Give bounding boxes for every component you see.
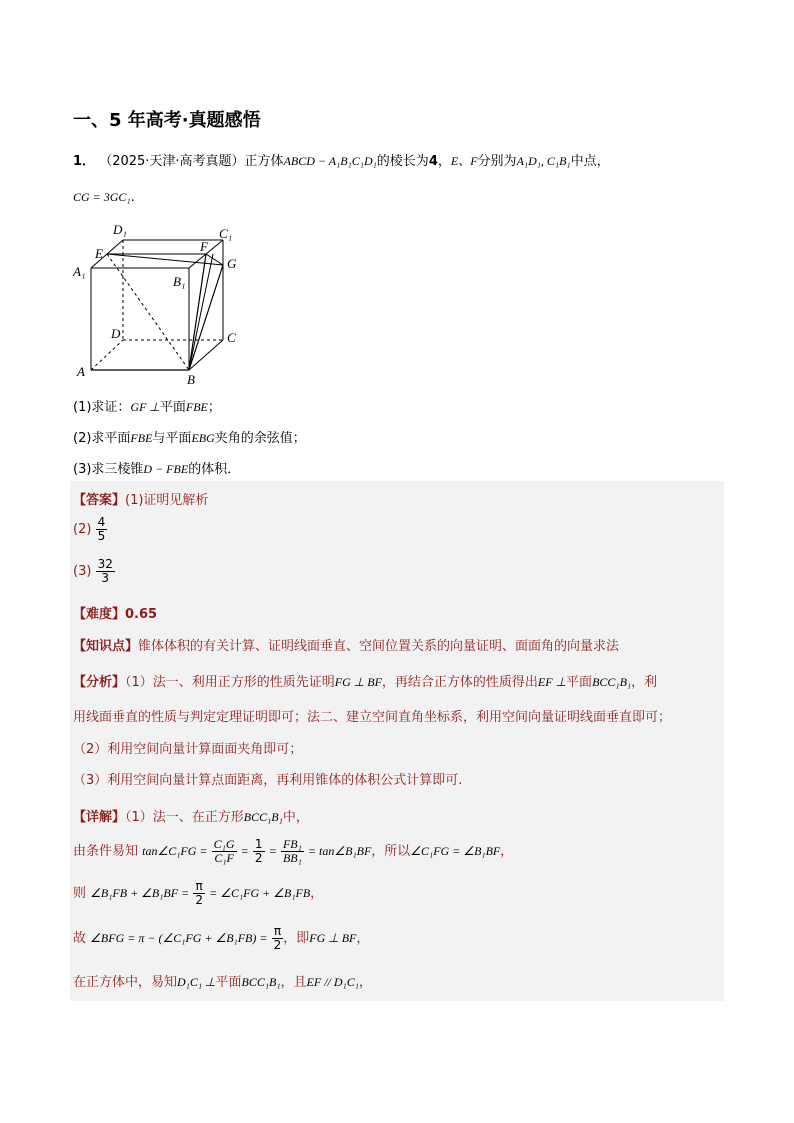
fraction [212,838,237,865]
denominator: 2 [273,938,282,952]
fraction [253,838,265,865]
detail-text: ， [358,975,372,990]
detail-text: ，且 [280,975,307,990]
answer-3-label: (3) [73,564,92,579]
detail-line-5 [73,971,372,990]
answer-3-fraction [96,558,115,585]
cube-figure [73,220,253,390]
section-title: 一、5 年高考·真题感悟 [73,110,261,131]
difficulty-line [73,603,157,622]
q2-plane-1: FBE [130,431,153,445]
numerator: 32 [97,557,113,571]
condition-line [73,190,135,205]
denominator: 2 [195,893,203,907]
answer-3 [73,558,115,585]
analysis-math: BCC₁B₁ [592,675,632,689]
label-d: D [111,326,121,341]
answer-1: (1)证明见解析 [125,493,209,508]
detail-text: ，即 [283,931,310,946]
label-a: A [77,364,85,379]
detail-line-2 [73,838,513,865]
label-c1: C₁ [219,226,233,241]
numerator: 4 [97,515,106,529]
denominator: 5 [97,529,106,543]
edge-length: 4 [428,154,438,169]
analysis-line-1 [73,671,657,690]
label-e: E [95,246,103,261]
numerator: π [272,925,284,939]
difficulty-tag: 【难度】 [73,607,126,622]
problem-source: （2025·天津·高考真题） [99,154,245,169]
fraction [272,925,284,952]
detail-line-4 [73,925,369,952]
answer-2-label: (2) [73,522,92,537]
points-ef: E、F [450,154,478,168]
detail-line-3 [73,880,323,907]
detail-math: ∠B₁FB + ∠B₁BF = [90,886,190,900]
analysis-tag: 【分析】 [73,675,126,690]
q3-math: D − FBE [143,462,189,476]
q3-end: 的体积． [188,462,241,477]
detail-math: D₁C₁ ⊥ [177,975,216,989]
knowledge-line [73,635,619,654]
equals: = [268,844,277,858]
detail-math: ∠BFG = π − (∠C₁FG + ∠B₁FB) = [90,931,268,945]
detail-math: ∠C₁FG = ∠B₁BF [410,844,501,858]
denominator: 2 [254,851,263,865]
detail-text: ， [310,886,324,901]
detail-tag: 【详解】 [73,810,126,825]
fraction [281,838,304,865]
question-1 [73,396,221,415]
q1-plane: FBE [185,400,208,414]
detail-text: 由条件易知 [73,844,139,859]
answer-2-fraction [96,516,108,543]
detail-math: BCC₁B₁ [241,975,281,989]
condition-math: CG = 3GC₁ [73,190,131,204]
label-a1: A₁ [73,264,86,279]
q1-math: GF ⊥ [130,400,160,414]
analysis-line-2: 用线面垂直的性质与判定定理证明即可；法二、建立空间直角坐标系，利用空间向量证明线面垂直即可； [73,710,672,725]
knowledge-text: 锥体体积的有关计算、证明线面垂直、空间位置关系的向量证明、面面角的向量求法 [138,639,620,654]
label-g: G [227,256,237,271]
stem-text: 正方体 [244,154,284,169]
q1-end: ； [207,400,221,415]
detail-text: 中， [282,810,309,825]
denominator: BB₁ [282,851,302,865]
analysis-line-4: （3）利用空间向量计算点面距离，再利用锥体的体积公式计算即可. [73,773,463,788]
label-d1: D₁ [113,222,127,237]
detail-text: ， [356,931,370,946]
problem-stem [73,150,610,169]
detail-text: ，所以 [371,844,411,859]
detail-text: （1）法一、在正方形 [125,810,244,825]
label-b1: B₁ [173,274,186,289]
q1-mid: 平面 [159,400,186,415]
question-2 [73,427,306,446]
answer-tag: 【答案】 [73,493,126,508]
q3-prefix: (3)求三棱锥 [73,462,144,477]
detail-text: 在正方体中，易知 [73,975,178,990]
analysis-text: 平面 [566,675,593,690]
fraction [193,880,205,907]
analysis-line-3: （2）利用空间向量计算面面夹角即可； [73,742,303,757]
detail-math: FG ⊥ BF [309,931,357,945]
detail-text: 故 [73,931,87,946]
knowledge-tag: 【知识点】 [73,639,139,654]
stem-text: 中点， [570,154,610,169]
label-b: B [187,372,195,387]
q2-prefix: (2)求平面 [73,431,131,446]
detail-text: 则 [73,886,87,901]
cube-name: ABCD − A₁B₁C₁D₁ [283,154,377,168]
analysis-text: ，再结合正方体的性质得出 [381,675,538,690]
label-c: C [227,330,236,345]
detail-math: EF // D₁C₁ [306,975,359,989]
detail-math: tan∠C₁FG = [142,844,208,858]
stem-text: ， [437,154,451,169]
detail-math: = ∠C₁FG + ∠B₁FB [209,886,311,900]
numerator: π [193,880,205,894]
analysis-text: （1）法一、利用正方形的性质先证明 [125,675,335,690]
analysis-math: EF ⊥ [537,675,567,689]
label-f: F [200,239,208,254]
denominator: 3 [101,571,110,585]
stem-text: 分别为 [477,154,517,169]
numerator: FB₁ [282,837,302,851]
answer-line [73,489,208,508]
stem-text: 的棱长为 [376,154,429,169]
analysis-text: ，利 [631,675,658,690]
question-3 [73,458,240,477]
detail-math: BCC₁B₁ [243,810,283,824]
condition-end: . [130,190,135,205]
detail-math: = tan∠B₁BF [307,844,372,858]
detail-text: 平面 [215,975,242,990]
analysis-math: FG ⊥ BF [334,675,382,689]
detail-text: ， [500,844,514,859]
numerator: 1 [254,837,263,851]
q2-plane-2: EBG [191,431,215,445]
detail-line-1 [73,806,309,825]
numerator: C₁G [213,837,235,851]
equals: = [240,844,249,858]
q1-prefix: (1)求证： [73,400,131,415]
denominator: C₁F [214,851,234,865]
q2-end: 夹角的余弦值； [214,431,306,446]
difficulty-value: 0.65 [125,607,158,622]
midpoint-segments: A₁D₁, C₁B₁ [516,154,571,168]
q2-mid: 与平面 [152,431,192,446]
answer-2 [73,516,107,543]
problem-number: 1． [73,154,96,169]
